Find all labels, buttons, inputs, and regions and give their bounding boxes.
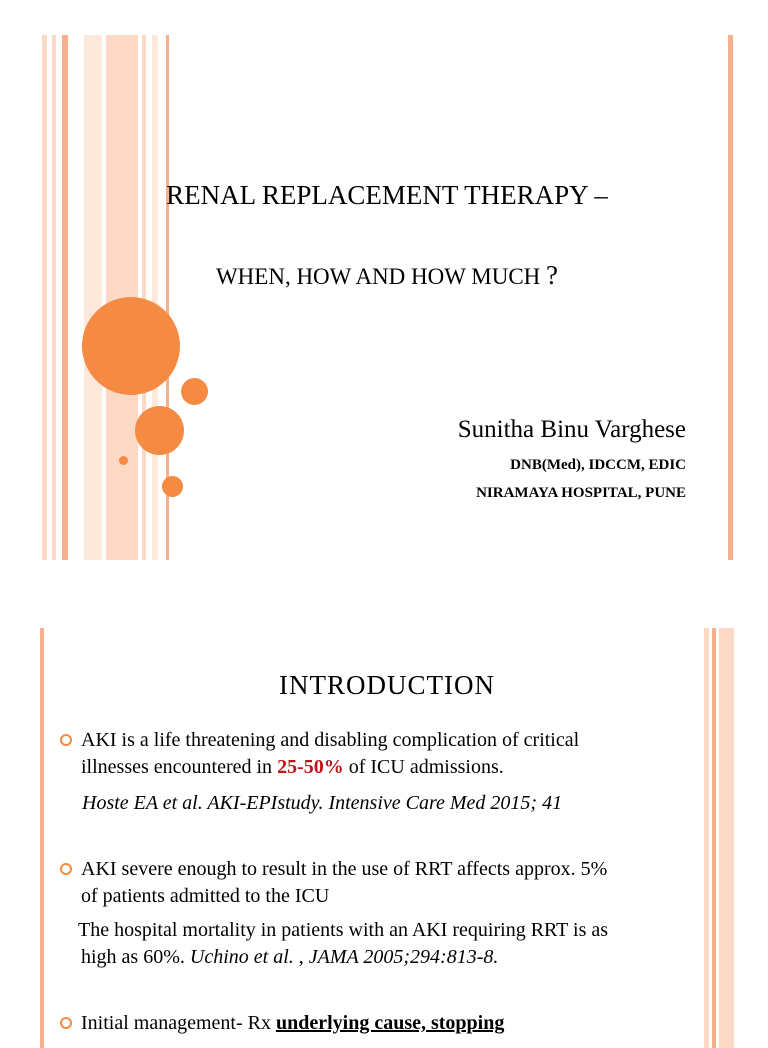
bullet-2-subtext [78, 917, 608, 971]
decorative-stripe [728, 35, 733, 560]
subtitle-text: WHEN, HOW AND HOW MUCH [215, 264, 541, 289]
bullet-1-line-2-post: of ICU admissions. [343, 756, 504, 778]
bullet-1-line-2-pre: illnesses encountered in [81, 756, 278, 778]
bullet-2-line-2: of patients admitted to the ICU [81, 885, 330, 907]
bullet-1-line-1: AKI is a life threatening and disabling complication of critical [81, 729, 580, 751]
decorative-stripe [84, 35, 102, 560]
bullet-2-sub-line-2-pre: high as 60%. [81, 946, 190, 968]
author-affiliation: NIRAMAYA HOSPITAL, PUNE [476, 485, 686, 501]
bullet-circle-icon [60, 863, 72, 875]
author-name: Sunitha Binu Varghese [457, 416, 686, 443]
highlight-percentage: 25-50% [277, 756, 344, 778]
decorative-circle [135, 406, 184, 455]
title-slide [40, 35, 734, 560]
bullet-circle-icon [60, 734, 72, 746]
bullet-2-line-1: AKI severe enough to result in the use of RRT affects approx. 5% [81, 858, 608, 880]
decorative-stripe [62, 35, 68, 560]
decorative-stripe [152, 35, 158, 560]
bullet-2-text [81, 856, 607, 910]
bullet-1-citation [82, 790, 562, 817]
citation-text: Uchino et al. , JAMA 2005;294:813-8. [189, 946, 499, 968]
decorative-circle [162, 476, 183, 497]
bullet-1-line-2 [81, 754, 579, 781]
bullet-2-sub-line-2 [78, 944, 608, 971]
slide-subtitle [40, 260, 734, 291]
bullet-3-underlined: underlying cause, stopping [275, 1012, 505, 1034]
author-credentials: DNB(Med), IDCCM, EDIC [510, 457, 686, 473]
decorative-stripe [52, 35, 56, 560]
slide-title: RENAL REPLACEMENT THERAPY – [166, 180, 608, 210]
bullet-1-text [81, 727, 579, 781]
subtitle-question-mark: ? [546, 260, 559, 290]
decorative-circle [181, 378, 208, 405]
introduction-slide [40, 628, 734, 1048]
bullet-3-pre: Initial management- Rx [81, 1012, 276, 1034]
bullet-circle-icon [60, 1017, 72, 1029]
decorative-stripe [42, 35, 47, 560]
decorative-circle-large [82, 297, 180, 395]
decorative-circle [119, 456, 128, 465]
slide-heading: INTRODUCTION [279, 670, 495, 700]
bullet-2-sub-line-1: The hospital mortality in patients with an AKI requiring RRT is as [78, 919, 609, 941]
citation-text: Hoste EA et al. AKI-EPIstudy. Intensive Care Med 2015; 41 [82, 792, 563, 814]
